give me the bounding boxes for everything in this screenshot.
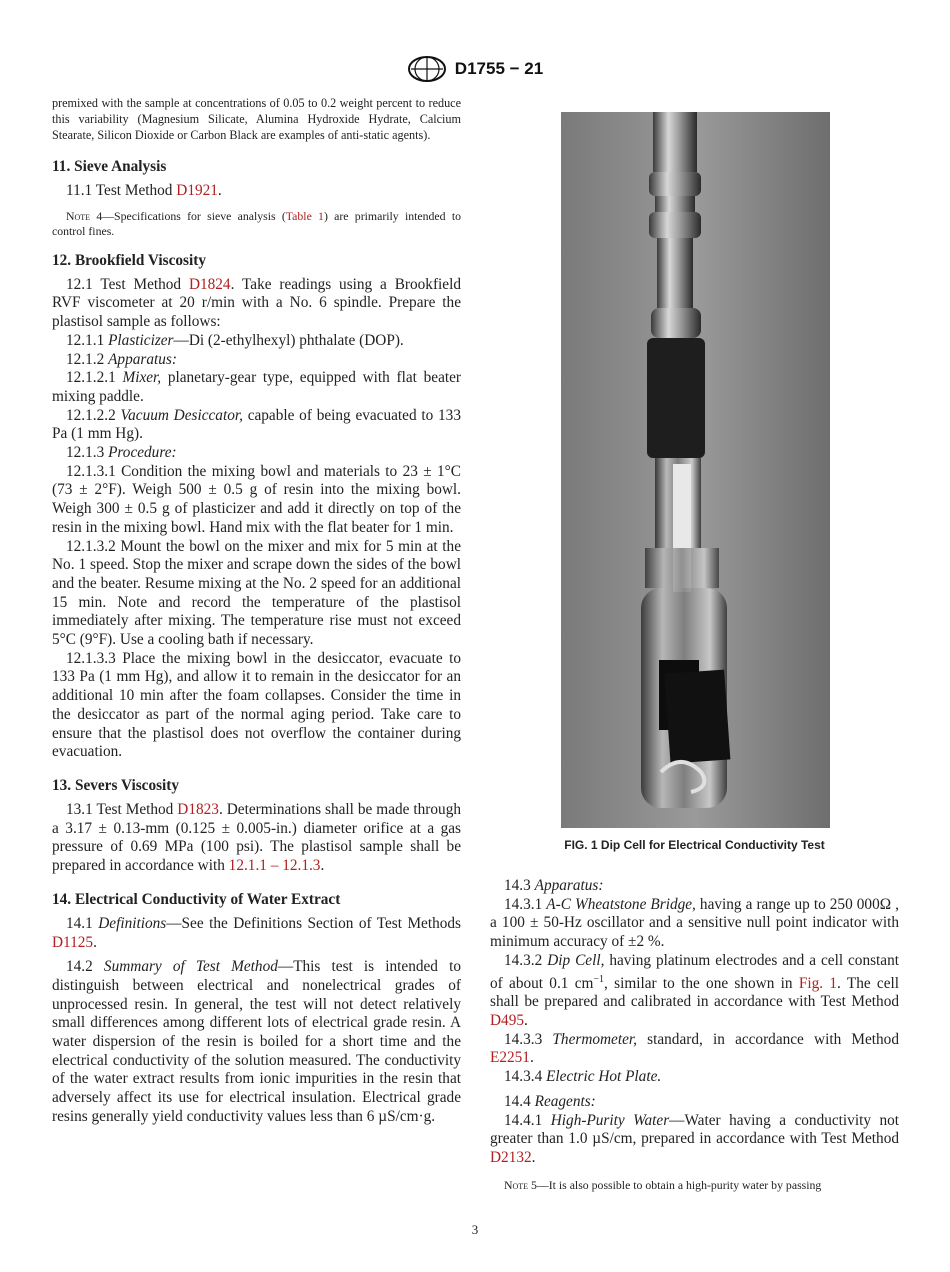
para-12-1-3: 12.1.3 Procedure: bbox=[66, 444, 177, 462]
note-4: Note 4—Specifications for sieve analysis (Table 1) are primarily intended to control fines. bbox=[52, 208, 461, 238]
note-5: Note 5—It is also possible to obtain a high-purity water by passing bbox=[504, 1177, 822, 1192]
para-14-3-4: 14.3.4 Electric Hot Plate. bbox=[504, 1068, 662, 1086]
link-d1824[interactable]: D1824 bbox=[188, 275, 231, 293]
link-fig-1[interactable]: Fig. 1 bbox=[798, 974, 838, 992]
section-14-title: 14. Electrical Conductivity of Water Extract bbox=[52, 890, 341, 908]
link-d1921[interactable]: D1921 bbox=[176, 182, 218, 199]
para-12-1-3-2: 12.1.3.2 Mount the bowl on the mixer and mix for 5 min at the No. 1 speed. Stop the mixer and scrape down the sides of the bowl and the beater. Resume mixing at the No. 2 speed for an additional 15 min. Note and record the temperature of the plastisol immediately after mixing. The temperature rise must not exceed 5°C (9°F). Use a cooling bath if necessary. bbox=[52, 537, 461, 649]
link-e2251[interactable]: E2251 bbox=[490, 1049, 530, 1067]
page-number: 3 bbox=[471, 1222, 479, 1237]
link-d495[interactable]: D495 bbox=[490, 1012, 524, 1030]
para-12-1-2-1: 12.1.2.1 Mixer, planetary-gear type, equipped with flat beater mixing paddle. bbox=[52, 369, 461, 405]
dip-cell-photo bbox=[561, 112, 830, 828]
section-12-title: 12. Brookfield Viscosity bbox=[52, 251, 206, 269]
para-14-3-3: 14.3.3 Thermometer, standard, in accordance with Method E2251. bbox=[490, 1030, 899, 1067]
para-13-1: 13.1 Test Method D1823. Determinations shall be made through a 3.17 ± 0.13-mm (0.125 ± 0.005-in.) diameter orifice at a gas pressure of 0.69 MPa (100 psi). The plastisol sample shall be prepared in accordance with 12.1.1 – 12.1.3. bbox=[52, 800, 461, 875]
para-12-1-1: 12.1.1 Plasticizer—Di (2-ethylhexyl) phthalate (DOP). bbox=[66, 331, 404, 349]
figure-caption: FIG. 1 Dip Cell for Electrical Conductivity Test bbox=[564, 838, 825, 852]
page-header bbox=[0, 56, 950, 82]
para-14-4: 14.4 Reagents: bbox=[504, 1092, 596, 1110]
para-11-1: 11.1 Test Method D1921. bbox=[66, 182, 222, 199]
para-14-2: 14.2 Summary of Test Method—This test is intended to distinguish between electrical and nonelectrical grades of unprocessed resin. In general, the test will not detect relatively small differences among different lots of electrical grade resin. A water dispersion of the resin is boiled for a short time and the electrical conductivity of the solution measured. The conductivity of the water extract results from ionic impurities in the resin that adversely affect its use for electrical insulation. Electrical grade resins generally yield conductivity values less than 6 µS/cm·g. bbox=[52, 958, 462, 1125]
left-column bbox=[52, 95, 461, 1127]
para-12-1-2: 12.1.2 Apparatus: bbox=[66, 350, 177, 368]
para-14-3-2: 14.3.2 Dip Cell, having platinum electrodes and a cell constant of about 0.1 $cm^{-1}$, similar to the one shown in Fig. 1. The cell shall be prepared and calibrated in accordance with Test Method D495. bbox=[490, 951, 899, 1030]
para-12-1: 12.1 Test Method D1824. Take readings using a Brookfield RVF viscometer at 20 r/min with a No. 6 spindle. Prepare the plastisol sample as follows: bbox=[52, 275, 461, 331]
document-id: D1755 − 21 bbox=[454, 59, 544, 78]
para-12-1-3-3: 12.1.3.3 Place the mixing bowl in the desiccator, evacuate to 133 Pa (1 mm Hg), and allow it to remain in the desiccator for an additional 10 min after the foam collapses. Consider the time in the desiccator as part of the normal aging period. Take care to ensure that the plastisol does not overflow the container during evacuation. bbox=[52, 649, 461, 761]
link-d1125[interactable]: D1125 bbox=[52, 933, 94, 951]
para-12-1-3-1: 12.1.3.1 Condition the mixing bowl and materials to 23 ± 1°C (73 ± 2°F). Weigh 500 ± 0.5 g of resin into the mixing bowl. Weigh 300 ± 0.5 g of plasticizer and add it directly on top of the resin in the mixing bowl. Hand mix with the flat beater for 1 min. bbox=[52, 462, 461, 536]
astm-logo-icon bbox=[407, 56, 447, 82]
link-table-1[interactable]: Table 1 bbox=[285, 208, 324, 223]
para-14-1: 14.1 Definitions—See the Definitions Section of Test Methods D1125. bbox=[52, 914, 461, 951]
para-14-4-1: 14.4.1 High-Purity Water—Water having a conductivity not greater than 1.0 µS/cm, prepared in accordance with Test Method D2132. bbox=[490, 1111, 900, 1166]
para-14-3-1: 14.3.1 A-C Wheatstone Bridge, having a range up to 250 000Ω , a 100 ± 50-Hz oscillator and a sensitive null point indicator with minimum accuracy of ±2 %. bbox=[490, 895, 899, 951]
link-d2132[interactable]: D2132 bbox=[490, 1148, 532, 1166]
link-d1823[interactable]: D1823 bbox=[177, 800, 219, 818]
para-12-1-2-2: 12.1.2.2 Vacuum Desiccator, capable of being evacuated to 133 Pa (1 mm Hg). bbox=[52, 406, 461, 443]
section-13-title: 13. Severs Viscosity bbox=[52, 776, 180, 794]
link-12-1-1[interactable]: 12.1.1 – 12.1.3 bbox=[228, 857, 321, 875]
right-column bbox=[490, 877, 899, 1193]
intro-paragraph: premixed with the sample at concentrations of 0.05 to 0.2 weight percent to reduce this variability (Magnesium Silicate, Alumina Hydroxide Hydrate, Calcium Stearate, Silicon Dioxide or Carbon Black are examples of anti-static agents). bbox=[52, 96, 461, 142]
para-14-3: 14.3 Apparatus: bbox=[504, 877, 604, 894]
section-11-title: 11. Sieve Analysis bbox=[52, 158, 167, 175]
